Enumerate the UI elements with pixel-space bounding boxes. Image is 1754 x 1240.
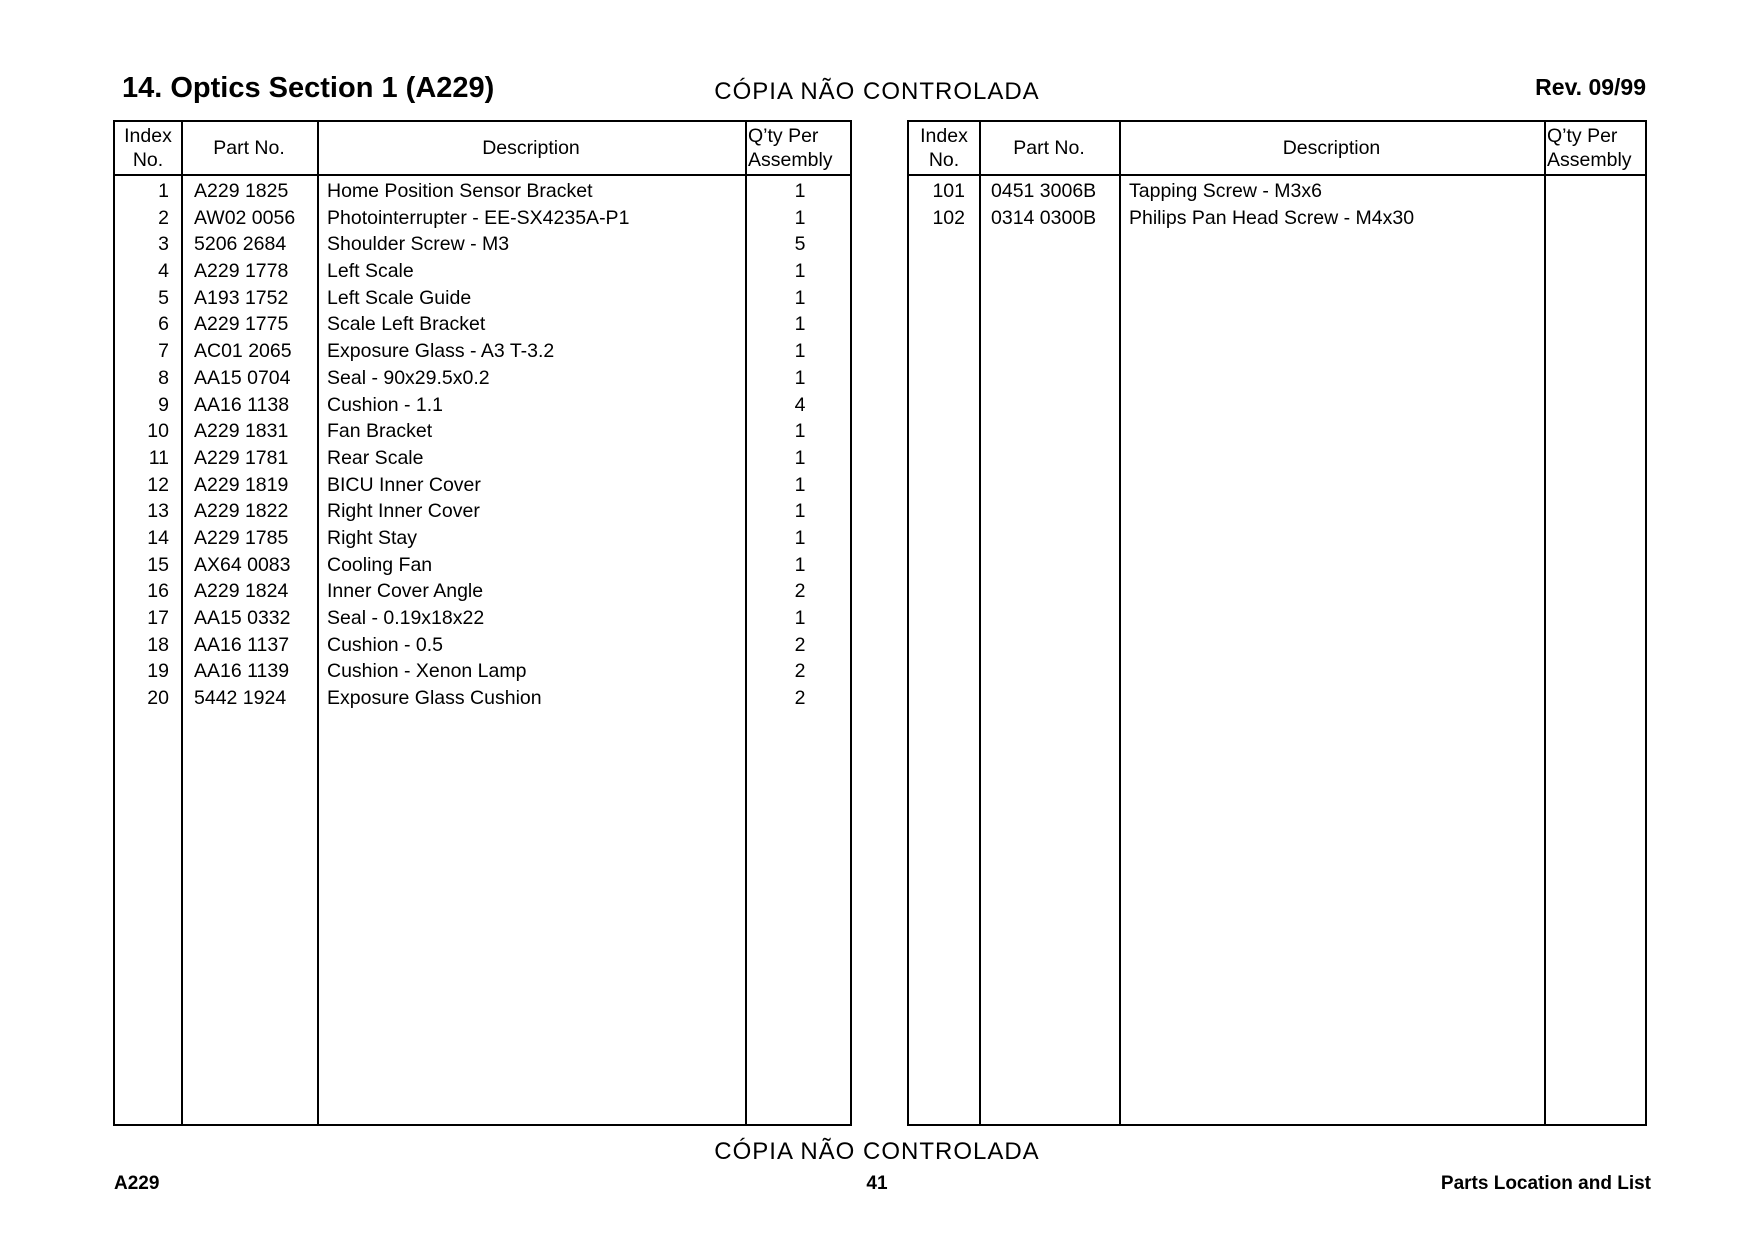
watermark-top: CÓPIA NÃO CONTROLADA [714,78,1040,105]
quantity-cell: 1 [794,607,806,629]
index-cell: 16 [147,580,169,603]
description-cell: Cushion - Xenon Lamp [327,660,527,683]
part-number-cell: A229 1824 [194,580,289,603]
part-number-cell: 0451 3006B [991,180,1097,202]
index-cell: 12 [147,473,169,496]
description-cell: Home Position Sensor Bracket [327,180,593,202]
table-row [115,367,850,394]
table-row [115,447,850,474]
description-cell: Seal - 0.19x18x22 [327,607,485,629]
quantity-cell: 1 [794,180,806,202]
description-cell: Right Inner Cover [327,500,480,523]
column-divider [1544,122,1546,1124]
parts-table-left [113,120,852,1126]
header-qty: Q’ty Per Assembly [748,125,833,171]
quantity-cell: 2 [794,580,806,603]
table-row [115,634,850,661]
table-row [115,180,850,207]
quantity-cell: 1 [794,473,806,496]
part-number-cell: A229 1819 [194,473,289,496]
table-row [115,607,850,634]
description-cell: Fan Bracket [327,420,433,443]
page-title: 14. Optics Section 1 (A229) [122,72,495,104]
quantity-cell: 1 [794,260,806,283]
header-description: Description [482,137,580,159]
part-number-cell: A229 1825 [194,180,289,202]
part-number-cell: A193 1752 [194,286,289,309]
index-cell: 7 [158,340,169,363]
quantity-cell: 1 [794,340,806,363]
table-row [115,287,850,314]
part-number-cell: 0314 0300B [991,206,1097,229]
part-number-cell: 5206 2684 [194,233,287,256]
table-row [115,500,850,527]
quantity-cell: 5 [794,233,806,256]
part-number-cell: AA15 0704 [194,366,291,389]
table-row [115,260,850,287]
description-cell: Cooling Fan [327,553,433,576]
index-cell: 8 [158,366,169,389]
description-cell: Inner Cover Angle [327,580,484,603]
index-cell: 10 [147,420,169,443]
part-number-cell: 5442 1924 [194,687,287,710]
header-qty: Q’ty Per Assembly [1547,125,1632,171]
table-row [115,687,850,714]
index-cell: 101 [932,180,965,202]
part-number-cell: AC01 2065 [194,340,292,363]
part-number-cell: A229 1831 [194,420,289,443]
header-divider [115,174,850,176]
description-cell: Shoulder Screw - M3 [327,233,510,256]
table-row [115,554,850,581]
description-cell: Exposure Glass Cushion [327,687,542,710]
quantity-cell: 1 [794,366,806,389]
part-number-cell: AW02 0056 [194,206,296,229]
part-number-cell: A229 1775 [194,313,289,336]
part-number-cell: AX64 0083 [194,553,291,576]
index-cell: 18 [147,633,169,656]
index-cell: 15 [147,553,169,576]
footer-section: Parts Location and List [1440,1173,1651,1194]
description-cell: Exposure Glass - A3 T-3.2 [327,340,555,363]
quantity-cell: 1 [794,286,806,309]
description-cell: BICU Inner Cover [327,473,481,496]
description-cell: Tapping Screw - M3x6 [1129,180,1322,202]
description-cell: Scale Left Bracket [327,313,486,336]
index-cell: 19 [147,660,169,683]
part-number-cell: AA16 1137 [194,633,290,656]
quantity-cell: 1 [794,206,806,229]
watermark-bottom: CÓPIA NÃO CONTROLADA [714,1138,1040,1165]
index-cell: 102 [932,206,965,229]
header-divider [909,174,1645,176]
part-number-cell: AA15 0332 [194,607,291,629]
column-divider [1119,122,1121,1124]
description-cell: Cushion - 0.5 [327,633,443,656]
index-cell: 3 [158,233,169,256]
header-part-no: Part No. [213,137,285,159]
quantity-cell: 2 [794,687,806,710]
table-row [115,233,850,260]
table-body [115,180,850,714]
index-cell: 4 [158,260,169,283]
table-row [115,660,850,687]
table-row [115,527,850,554]
quantity-cell: 1 [794,446,806,469]
index-cell: 17 [147,607,169,629]
table-row [115,474,850,501]
quantity-cell: 1 [794,526,806,549]
column-divider [979,122,981,1124]
part-number-cell: A229 1778 [194,260,289,283]
table-row [115,340,850,367]
index-cell: 6 [158,313,169,336]
description-cell: Cushion - 1.1 [327,393,443,416]
header-part-no: Part No. [1013,137,1085,159]
table-row [115,420,850,447]
description-cell: Left Scale [327,260,414,283]
table-body [909,180,1645,233]
index-cell: 1 [158,180,169,202]
quantity-cell: 1 [794,420,806,443]
index-cell: 9 [158,393,169,416]
part-number-cell: A229 1822 [194,500,289,523]
revision-label: Rev. 09/99 [1535,74,1646,100]
header-index: Index No. [920,125,968,171]
description-cell: Photointerrupter - EE-SX4235A-P1 [327,206,630,229]
footer-model: A229 [114,1173,160,1194]
description-cell: Seal - 90x29.5x0.2 [327,366,490,389]
quantity-cell: 1 [794,553,806,576]
part-number-cell: A229 1785 [194,526,289,549]
description-cell: Philips Pan Head Screw - M4x30 [1129,206,1415,229]
table-row [115,394,850,421]
index-cell: 14 [147,526,169,549]
description-cell: Right Stay [327,526,417,549]
quantity-cell: 1 [794,313,806,336]
footer-page-number: 41 [866,1173,888,1194]
quantity-cell: 2 [794,660,806,683]
index-cell: 5 [158,286,169,309]
header-description: Description [1282,137,1381,159]
table-row [909,207,1645,234]
index-cell: 20 [147,687,169,710]
part-number-cell: AA16 1138 [194,393,290,416]
part-number-cell: A229 1781 [194,446,289,469]
table-row [909,180,1645,207]
description-cell: Rear Scale [327,446,424,469]
index-cell: 13 [147,500,169,523]
parts-table-right [907,120,1647,1126]
index-cell: 2 [158,206,169,229]
table-row [115,207,850,234]
quantity-cell: 1 [794,500,806,523]
index-cell: 11 [148,446,169,469]
quantity-cell: 2 [794,633,806,656]
description-cell: Left Scale Guide [327,286,472,309]
table-row [115,313,850,340]
header-index: Index No. [124,125,172,171]
table-row [115,580,850,607]
part-number-cell: AA16 1139 [194,660,290,683]
quantity-cell: 4 [794,393,806,416]
